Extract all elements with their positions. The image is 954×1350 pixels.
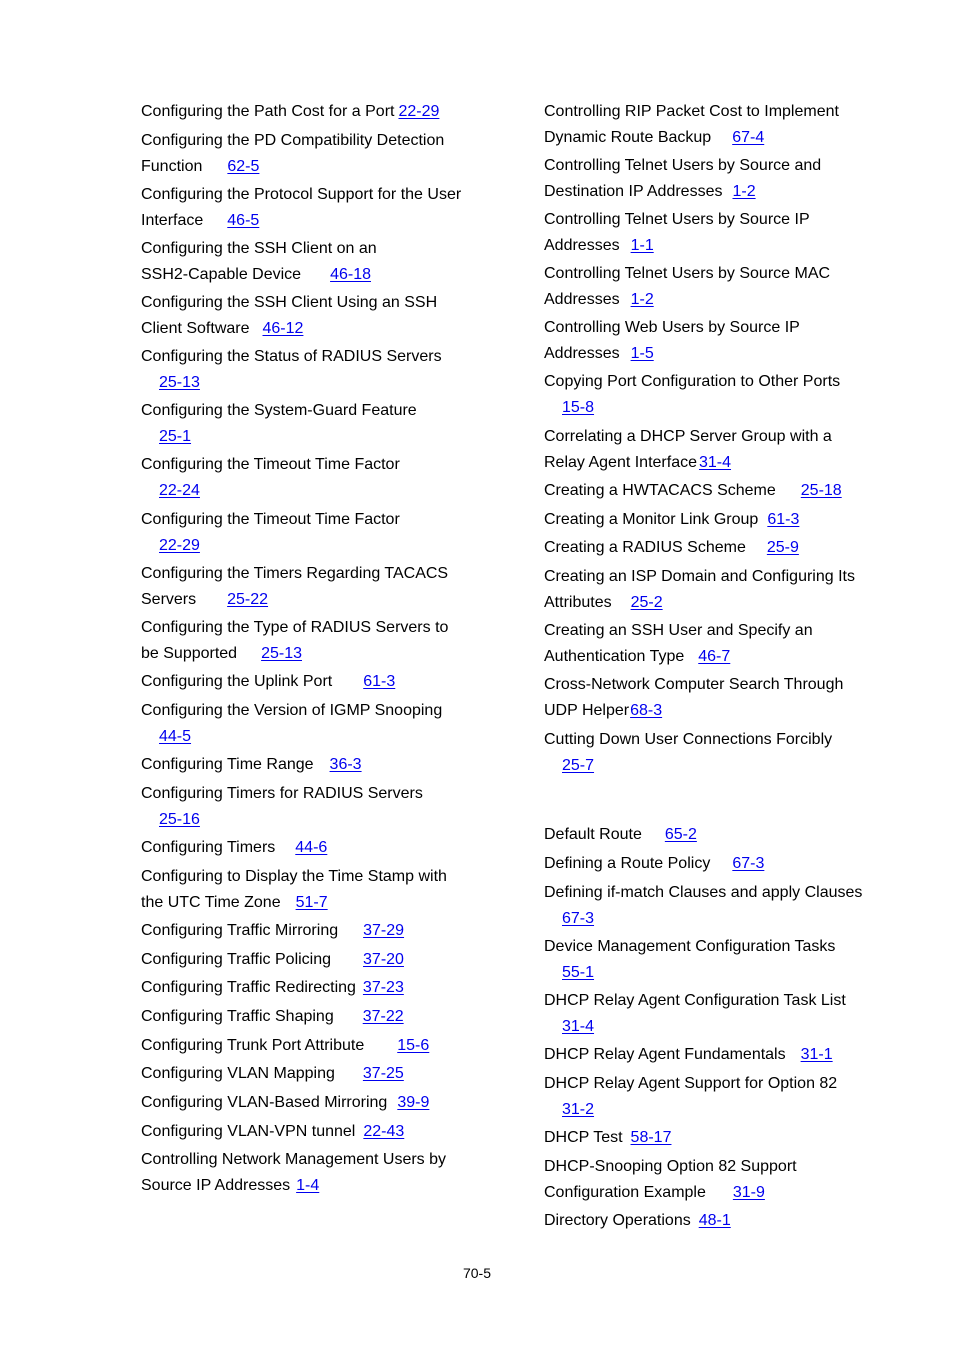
index-entry — [141, 507, 486, 559]
page-reference-link[interactable]: 37-29 — [363, 922, 405, 939]
index-entry-line — [141, 99, 486, 125]
index-entry-line — [141, 370, 486, 396]
index-entry — [544, 672, 874, 724]
page-reference-link[interactable]: 37-20 — [363, 951, 404, 968]
page-reference-link[interactable]: 51-7 — [295, 894, 328, 911]
index-entry-text: Dynamic Route Backup — [544, 129, 712, 146]
index-entry — [544, 1042, 874, 1068]
index-entry-text: Device Management Configuration Tasks — [544, 938, 836, 955]
page-reference-link[interactable]: 65-2 — [664, 826, 697, 843]
index-entry-line — [544, 287, 874, 313]
index-entry — [141, 452, 486, 504]
index-entry-line — [141, 724, 486, 750]
page-reference-link[interactable]: 25-13 — [261, 645, 302, 662]
index-entry-text: Configuring the SSH Client on an — [141, 240, 377, 257]
index-entry-text: Cross-Network Computer Search Through — [544, 676, 844, 693]
page-reference-link[interactable]: 1-2 — [732, 183, 756, 200]
index-entry-text: be Supported — [141, 645, 238, 662]
page-reference-link[interactable]: 46-18 — [330, 266, 371, 283]
page-reference-link[interactable]: 31-2 — [562, 1101, 595, 1118]
index-entry-text: Relay Agent Interface — [544, 454, 697, 471]
index-entry-line — [141, 752, 486, 778]
index-entry-line — [141, 344, 486, 370]
index-entry-text: Controlling Telnet Users by Source and — [544, 157, 822, 174]
index-entry-line — [544, 1071, 874, 1097]
index-entry-line — [544, 261, 874, 287]
index-entry-line — [141, 807, 486, 833]
index-entry — [141, 698, 486, 750]
page-reference-link[interactable]: 67-3 — [562, 910, 595, 927]
index-entry-line — [141, 1119, 486, 1145]
index-entry — [141, 864, 486, 916]
index-entry-line — [141, 507, 486, 533]
index-entry — [544, 535, 874, 561]
index-entry — [141, 975, 486, 1001]
index-entry-line — [141, 975, 486, 1001]
page-reference-link[interactable]: 48-1 — [698, 1212, 731, 1229]
page-reference-link[interactable]: 46-5 — [227, 212, 260, 229]
index-entry-text: Configuring VLAN Mapping — [141, 1065, 335, 1082]
index-entry-line — [544, 1154, 874, 1180]
index-entry-line — [544, 99, 874, 125]
index-entry-text: Configuring Trunk Port Attribute — [141, 1037, 365, 1054]
index-entry-text: SSH2-Capable Device — [141, 266, 302, 283]
index-entry — [141, 947, 486, 973]
index-entry-text: Addresses — [544, 291, 620, 308]
index-entry-line — [141, 236, 486, 262]
index-entry-line — [544, 934, 874, 960]
index-entry — [544, 153, 874, 205]
index-entry — [141, 918, 486, 944]
index-entry-line — [544, 880, 874, 906]
index-entry-text: Configuring the Timeout Time Factor — [141, 511, 400, 528]
index-entry-text: Configuring the Version of IGMP Snooping — [141, 702, 443, 719]
index-entry-text: Controlling Network Management Users by — [141, 1151, 447, 1168]
index-entry-line — [141, 669, 486, 695]
index-entry-line — [544, 125, 874, 151]
index-entry-line — [141, 128, 486, 154]
index-entry — [141, 669, 486, 695]
page-reference-link[interactable]: 31-9 — [732, 1184, 765, 1201]
index-entry-line — [544, 507, 874, 533]
index-entry-line — [544, 1180, 874, 1206]
page-reference-link[interactable]: 15-8 — [562, 399, 595, 416]
index-entry — [141, 128, 486, 180]
index-entry-text: Configuring the Timers Regarding TACACS — [141, 565, 449, 582]
index-entry-line — [141, 1061, 486, 1087]
page-reference-link[interactable]: 1-5 — [630, 345, 654, 362]
index-entry-line — [141, 864, 486, 890]
index-entry-line — [141, 208, 486, 234]
page-reference-link[interactable]: 68-3 — [630, 702, 663, 719]
index-entry-line — [141, 398, 486, 424]
index-entry-text: Correlating a DHCP Server Group with a — [544, 428, 832, 445]
index-entry-line — [544, 179, 874, 205]
page-reference-link[interactable]: 25-16 — [159, 811, 200, 828]
index-entry-text: Creating a RADIUS Scheme — [544, 539, 746, 556]
index-entry-text: Configuring to Display the Time Stamp with — [141, 868, 447, 885]
index-entry — [544, 822, 874, 848]
index-entry-line — [544, 1208, 874, 1234]
page-reference-link[interactable]: 44-6 — [295, 839, 328, 856]
index-entry-line — [544, 644, 874, 670]
index-entry — [544, 727, 874, 779]
index-entry-line — [141, 781, 486, 807]
index-entry-line — [544, 851, 874, 877]
index-entry-line — [141, 154, 486, 180]
page-reference-link[interactable]: 31-1 — [800, 1046, 833, 1063]
index-entry — [141, 182, 486, 234]
index-entry-line — [141, 452, 486, 478]
page-reference-link[interactable]: 44-5 — [159, 728, 192, 745]
index-entry-line — [141, 1004, 486, 1030]
index-entry-text: Configuring the Uplink Port — [141, 673, 333, 690]
index-entry — [141, 1090, 486, 1116]
index-entry-text: Controlling Telnet Users by Source MAC — [544, 265, 831, 282]
index-entry-line — [544, 822, 874, 848]
page-reference-link[interactable]: 25-9 — [766, 539, 799, 556]
index-entry-line — [544, 424, 874, 450]
index-entry-text: Configuring the Status of RADIUS Servers — [141, 348, 442, 365]
index-entry — [544, 507, 874, 533]
index-entry-text: Source IP Addresses — [141, 1177, 291, 1194]
page-reference-link[interactable]: 15-6 — [397, 1037, 430, 1054]
index-entry — [141, 1147, 486, 1199]
page-reference-link[interactable]: 25-18 — [800, 482, 842, 499]
index-entry — [141, 236, 486, 288]
index-entry-line — [544, 698, 874, 724]
index-entry-text: Creating a Monitor Link Group — [544, 511, 759, 528]
index-entry-line — [141, 316, 486, 342]
index-entry-text: UDP Helper — [544, 702, 630, 719]
index-entry-line — [544, 1097, 874, 1123]
page-reference-link[interactable]: 25-22 — [227, 591, 269, 608]
index-entry — [141, 344, 486, 396]
index-entry-text: Configuring the SSH Client Using an SSH — [141, 294, 438, 311]
index-entry-line — [544, 590, 874, 616]
index-entry-line — [141, 947, 486, 973]
index-entry-text: Configuring Traffic Policing — [141, 951, 332, 968]
page-number: 70-5 — [462, 1265, 492, 1281]
page-reference-link[interactable]: 25-2 — [630, 594, 663, 611]
index-entry-line — [544, 960, 874, 986]
index-entry-text: Configuring the Protocol Support for the User — [141, 186, 462, 203]
index-entry — [544, 1208, 874, 1234]
index-entry-line — [544, 369, 874, 395]
page-reference-link[interactable]: 25-7 — [562, 757, 595, 774]
index-entry-text: Configuring the System-Guard Feature — [141, 402, 417, 419]
page-reference-link[interactable]: 1-1 — [630, 237, 654, 254]
index-entry — [544, 1071, 874, 1123]
index-entry-text: Cutting Down User Connections Forcibly — [544, 731, 833, 748]
index-entry-text: Configuring VLAN-Based Mirroring — [141, 1094, 388, 1111]
index-entry-text: Creating an ISP Domain and Configuring Its — [544, 568, 855, 585]
index-entry-text: Configuring Traffic Mirroring — [141, 922, 339, 939]
index-entry-text: DHCP Relay Agent Support for Option 82 — [544, 1075, 838, 1092]
index-entry-text: Creating a HWTACACS Scheme — [544, 482, 776, 499]
index-entry-text: Defining a Route Policy — [544, 855, 711, 872]
index-entry — [141, 561, 486, 613]
index-entry — [141, 290, 486, 342]
index-entry — [544, 988, 874, 1040]
page-reference-link[interactable]: 36-3 — [329, 756, 362, 773]
index-entry — [141, 1033, 486, 1059]
index-entry-text: Authentication Type — [544, 648, 685, 665]
index-entry-line — [141, 533, 486, 559]
page-reference-link[interactable]: 31-4 — [698, 454, 732, 471]
index-entry-line — [544, 535, 874, 561]
index-entry-text: Interface — [141, 212, 204, 229]
index-entry-text: Configuring Time Range — [141, 756, 314, 773]
index-entry — [141, 1061, 486, 1087]
index-entry — [544, 618, 874, 670]
index-entry-text: Addresses — [544, 345, 620, 362]
index-entry-line — [544, 672, 874, 698]
index-entry-text: Controlling RIP Packet Cost to Implement — [544, 103, 839, 120]
page-reference-link[interactable]: 37-22 — [362, 1008, 404, 1025]
index-entry-line — [544, 618, 874, 644]
index-entry-text: DHCP Relay Agent Configuration Task List — [544, 992, 846, 1009]
index-entry-text: Configuring Traffic Shaping — [141, 1008, 334, 1025]
page-reference-link[interactable]: 31-4 — [562, 1018, 595, 1035]
index-entry-line — [141, 1173, 486, 1199]
page-reference-link[interactable]: 37-25 — [362, 1065, 404, 1082]
page-reference-link[interactable]: 61-3 — [363, 673, 396, 690]
index-entry-text: Controlling Telnet Users by Source IP — [544, 211, 810, 228]
index-entry-line — [141, 478, 486, 504]
index-entry-line — [544, 1014, 874, 1040]
index-entry-line — [141, 262, 486, 288]
index-entry — [544, 564, 874, 616]
index-entry-text: Attributes — [544, 594, 612, 611]
page-reference-link[interactable]: 39-9 — [397, 1094, 430, 1111]
index-entry — [544, 99, 874, 151]
index-entry-line — [141, 424, 486, 450]
index-entry-text: DHCP Test — [544, 1129, 623, 1146]
page-reference-link[interactable]: 25-13 — [159, 374, 200, 391]
page-reference-link[interactable]: 1-4 — [296, 1177, 320, 1194]
index-entry — [544, 207, 874, 259]
page-reference-link[interactable]: 22-29 — [398, 103, 440, 120]
index-entry-text: Default Route — [544, 826, 642, 843]
index-entry-text: DHCP-Snooping Option 82 Support — [544, 1158, 797, 1175]
index-entry-line — [141, 1090, 486, 1116]
index-entry-text: Configuring Traffic Redirecting — [141, 979, 356, 996]
index-entry-line — [141, 890, 486, 916]
index-entry-text: Servers — [141, 591, 197, 608]
page-reference-link[interactable]: 61-3 — [767, 511, 800, 528]
index-entry-line — [141, 641, 486, 667]
index-entry — [544, 1154, 874, 1206]
index-entry-line — [544, 1042, 874, 1068]
index-entry — [544, 261, 874, 313]
index-entry-text: DHCP Relay Agent Fundamentals — [544, 1046, 786, 1063]
index-entry — [544, 851, 874, 877]
index-entry-line — [544, 450, 874, 476]
index-entry-text: Configuring VLAN-VPN tunnel — [141, 1123, 356, 1140]
index-entry-text: Copying Port Configuration to Other Ports — [544, 373, 841, 390]
index-entry — [544, 315, 874, 367]
page-reference-link[interactable]: 37-23 — [362, 979, 404, 996]
index-entry-line — [544, 906, 874, 932]
index-entry-line — [544, 478, 874, 504]
index-entry — [141, 752, 486, 778]
index-entry-line — [544, 1125, 874, 1151]
page-reference-link[interactable]: 22-43 — [363, 1123, 405, 1140]
index-entry-text: Configuring the PD Compatibility Detection — [141, 132, 445, 149]
page-reference-link[interactable]: 1-2 — [630, 291, 654, 308]
index-entry-line — [141, 918, 486, 944]
index-entry-text: Configuring the Type of RADIUS Servers to — [141, 619, 449, 636]
page-reference-link[interactable]: 58-17 — [630, 1129, 672, 1146]
index-entry — [141, 1119, 486, 1145]
index-entry-line — [544, 341, 874, 367]
index-entry-text: Configuring Timers for RADIUS Servers — [141, 785, 423, 802]
page-reference-link[interactable]: 67-3 — [732, 855, 765, 872]
index-entry-line — [141, 698, 486, 724]
index-entry-line — [141, 835, 486, 861]
index-entry-line — [141, 290, 486, 316]
index-entry-line — [544, 395, 874, 421]
index-entry-line — [544, 315, 874, 341]
index-entry-line — [544, 753, 874, 779]
page-reference-link[interactable]: 67-4 — [732, 129, 765, 146]
index-entry-text: Configuring Timers — [141, 839, 276, 856]
index-entry-text: the UTC Time Zone — [141, 894, 281, 911]
index-entry-line — [141, 1033, 486, 1059]
page-reference-link[interactable]: 62-5 — [227, 158, 260, 175]
page-reference-link[interactable]: 22-24 — [159, 482, 200, 499]
index-entry — [544, 478, 874, 504]
index-entry-line — [544, 153, 874, 179]
index-entry — [141, 781, 486, 833]
index-entry-line — [141, 561, 486, 587]
index-entry — [141, 615, 486, 667]
index-entry-text: Client Software — [141, 320, 250, 337]
index-entry — [544, 934, 874, 986]
index-entry-text: Directory Operations — [544, 1212, 691, 1229]
page-reference-link[interactable]: 25-1 — [159, 428, 192, 445]
page-reference-link[interactable]: 46-12 — [262, 320, 304, 337]
index-entry-text: Controlling Web Users by Source IP — [544, 319, 800, 336]
page-reference-link[interactable]: 55-1 — [562, 964, 595, 981]
index-entry-text: Configuring the Timeout Time Factor — [141, 456, 400, 473]
index-entry — [141, 99, 486, 125]
index-entry-line — [544, 233, 874, 259]
index-entry-text: Configuration Example — [544, 1184, 706, 1201]
index-entry — [141, 1004, 486, 1030]
index-entry — [544, 1125, 874, 1151]
index-entry — [544, 424, 874, 476]
index-entry-line — [544, 727, 874, 753]
page-reference-link[interactable]: 22-29 — [159, 537, 200, 554]
index-entry-text: Addresses — [544, 237, 620, 254]
index-entry-text: Function — [141, 158, 203, 175]
index-entry-text: Configuring the Path Cost for a Port — [141, 103, 395, 120]
index-entry-text: Creating an SSH User and Specify an — [544, 622, 813, 639]
page-reference-link[interactable]: 46-7 — [698, 648, 731, 665]
index-entry-line — [141, 182, 486, 208]
index-entry-text: Defining if-match Clauses and apply Clauses — [544, 884, 863, 901]
index-entry — [544, 880, 874, 932]
index-entry-line — [141, 615, 486, 641]
index-entry — [141, 398, 486, 450]
index-entry-line — [544, 564, 874, 590]
index-entry — [141, 835, 486, 861]
index-entry-line — [544, 207, 874, 233]
index-entry-line — [544, 988, 874, 1014]
index-entry-line — [141, 587, 486, 613]
index-entry — [544, 369, 874, 421]
index-entry-text: Destination IP Addresses — [544, 183, 723, 200]
index-entry-line — [141, 1147, 486, 1173]
